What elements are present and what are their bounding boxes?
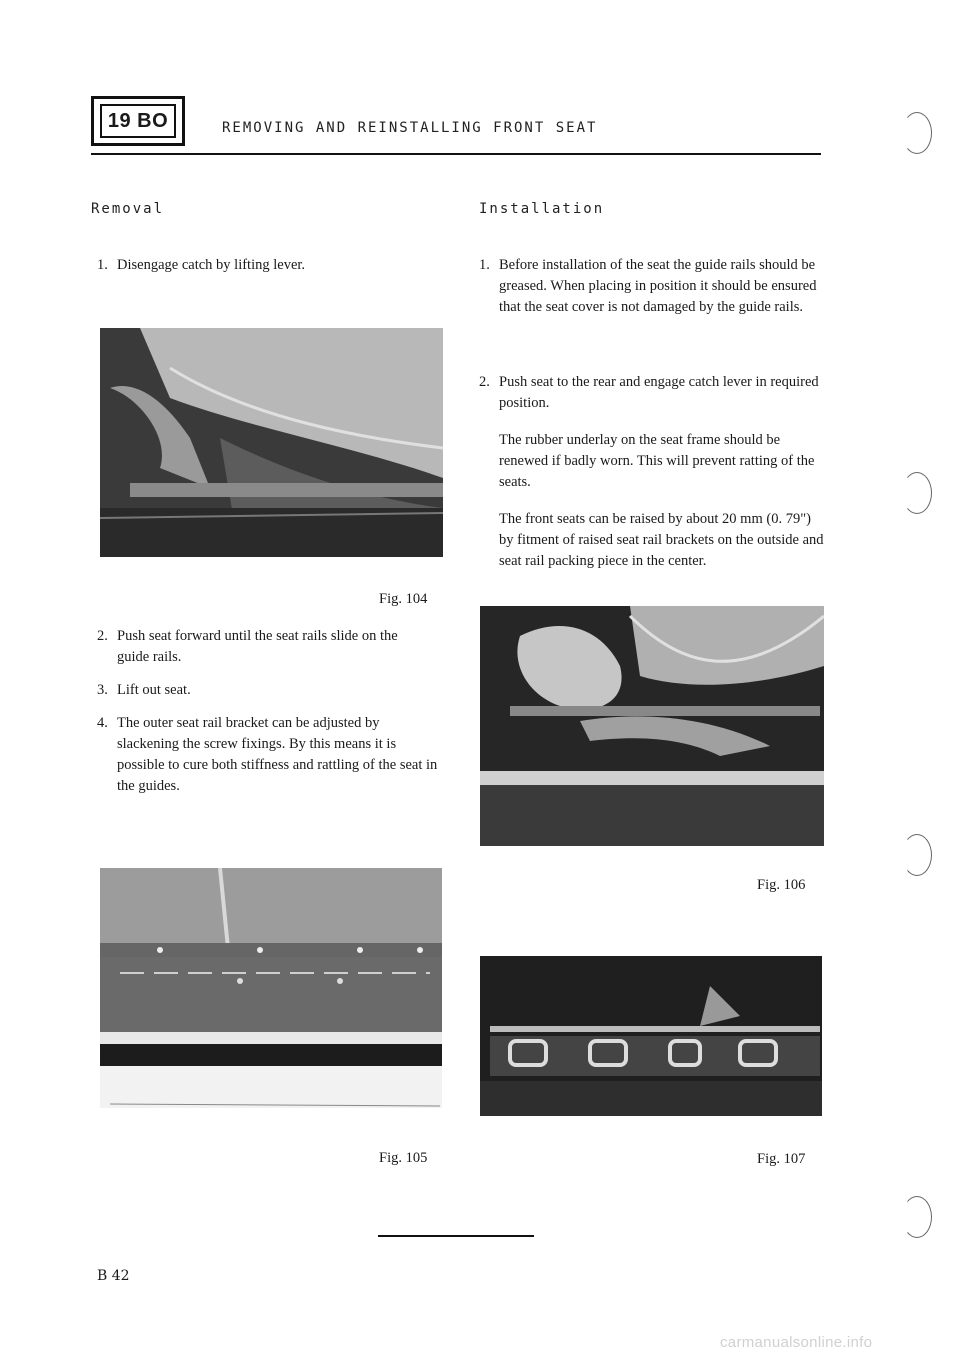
- page-title: REMOVING AND REINSTALLING FRONT SEAT: [222, 120, 598, 136]
- step-text: Lift out seat.: [117, 682, 191, 698]
- removal-step-4: [97, 713, 442, 797]
- installation-step-1: [479, 255, 824, 318]
- removal-step-3: [97, 680, 427, 701]
- watermark: carmanualsonline.info: [720, 1334, 873, 1351]
- figure-106-caption: Fig. 106: [757, 877, 806, 893]
- figure-107-photo: [480, 956, 822, 1116]
- punch-hole: [902, 1196, 932, 1238]
- removal-step-2: [97, 626, 427, 668]
- installation-note-2: The front seats can be raised by about 20 mm (0. 79") by fitment of raised seat rail brackets on the outside and seat rail packing piece in the center.: [499, 511, 824, 569]
- installation-heading: Installation: [479, 201, 605, 217]
- step-number: 1.: [479, 257, 490, 273]
- step-number: 2.: [97, 628, 108, 644]
- figure-105-caption: Fig. 105: [379, 1150, 428, 1166]
- figure-104-photo: [100, 328, 443, 557]
- step-number: 4.: [97, 715, 108, 731]
- installation-note-1: The rubber underlay on the seat frame should be renewed if badly worn. This will prevent ratting of the seats.: [499, 432, 815, 490]
- step-text: Disengage catch by lifting lever.: [117, 257, 306, 273]
- installation-step-2: [479, 372, 824, 414]
- step-number: 3.: [97, 682, 108, 698]
- punch-hole: [902, 112, 932, 154]
- footer-rule: [378, 1235, 534, 1237]
- figure-104-caption: Fig. 104: [379, 591, 428, 607]
- step-text: Push seat forward until the seat rails slide on the guide rails.: [117, 628, 398, 665]
- figure-106-photo: [480, 606, 824, 846]
- punch-hole: [902, 834, 932, 876]
- removal-step-1: [97, 255, 437, 276]
- step-text: Push seat to the rear and engage catch lever in required position.: [499, 374, 819, 411]
- page-number: B 42: [97, 1268, 130, 1284]
- figure-105-photo: [100, 868, 442, 1108]
- step-text: Before installation of the seat the guide rails should be greased. When placing in position it should be ensured that the seat cover is not damaged by the guide rails.: [499, 257, 817, 315]
- step-number: 1.: [97, 257, 108, 273]
- figure-107-caption: Fig. 107: [757, 1151, 806, 1167]
- section-code: 19 BO: [100, 104, 176, 138]
- header-rule: [91, 153, 821, 155]
- section-code-box: [91, 96, 185, 146]
- removal-heading: Removal: [91, 201, 165, 217]
- punch-hole: [902, 472, 932, 514]
- step-number: 2.: [479, 374, 490, 390]
- step-text: The outer seat rail bracket can be adjusted by slackening the screw fixings. By this means it is possible to cure both stiffness and rattling of the seat in the guides.: [117, 715, 438, 794]
